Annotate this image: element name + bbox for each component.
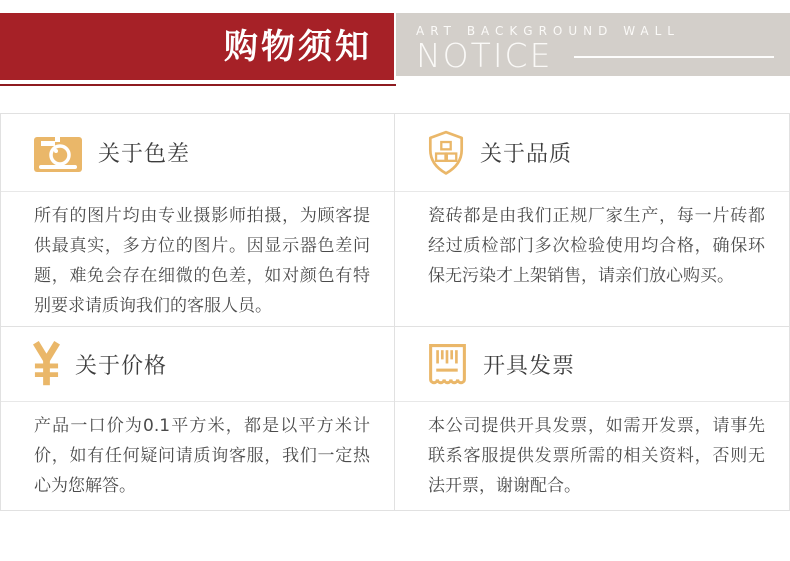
section-color-difference <box>1 114 395 327</box>
section-color-difference-header <box>1 114 394 192</box>
section-price-header <box>1 327 394 402</box>
notice-grid <box>0 113 790 511</box>
section-title: 关于品质 <box>480 142 573 167</box>
section-price <box>1 327 395 510</box>
section-invoice <box>395 327 789 510</box>
section-body: 产品一口价为0.1平方米，都是以平方米计价，如有任何疑问请质询客服，我们一定热心为您解答。 <box>34 416 370 496</box>
yen-icon <box>33 340 60 388</box>
page-title: 购物须知 <box>224 26 372 67</box>
section-invoice-header <box>395 327 789 402</box>
header-notice-row <box>416 36 776 75</box>
section-title: 开具发票 <box>483 353 576 379</box>
camera-icon <box>33 131 83 175</box>
header-underline <box>0 84 396 86</box>
section-title: 关于色差 <box>98 142 191 167</box>
section-quality <box>395 114 789 327</box>
header-red-banner <box>0 13 394 80</box>
header-subtitle-en: ART BACKGROUND WALL <box>416 24 680 38</box>
section-quality-header <box>395 114 789 192</box>
section-body: 所有的图片均由专业摄影师拍摄，为顾客提供最真实，多方位的图片。因显示器色差问题，难免会存在细微的色差，如对颜色有特别要求请质询我们的客服人员。 <box>34 206 370 316</box>
header-gray-banner <box>396 13 790 76</box>
section-body: 本公司提供开具发票，如需开发票，请事先联系客服提供发票所需的相关资料，否则无法开票，谢谢配合。 <box>428 416 765 496</box>
header-decorative-line <box>574 56 774 58</box>
shield-quality-icon <box>427 130 465 176</box>
header-notice-label: NOTICE <box>416 36 553 75</box>
section-body: 瓷砖都是由我们正规厂家生产，每一片砖都经过质检部门多次检验使用均合格，确保环保无污染才上架销售，请亲们放心购买。 <box>428 206 765 286</box>
receipt-icon <box>427 342 468 387</box>
section-title: 关于价格 <box>75 353 168 379</box>
